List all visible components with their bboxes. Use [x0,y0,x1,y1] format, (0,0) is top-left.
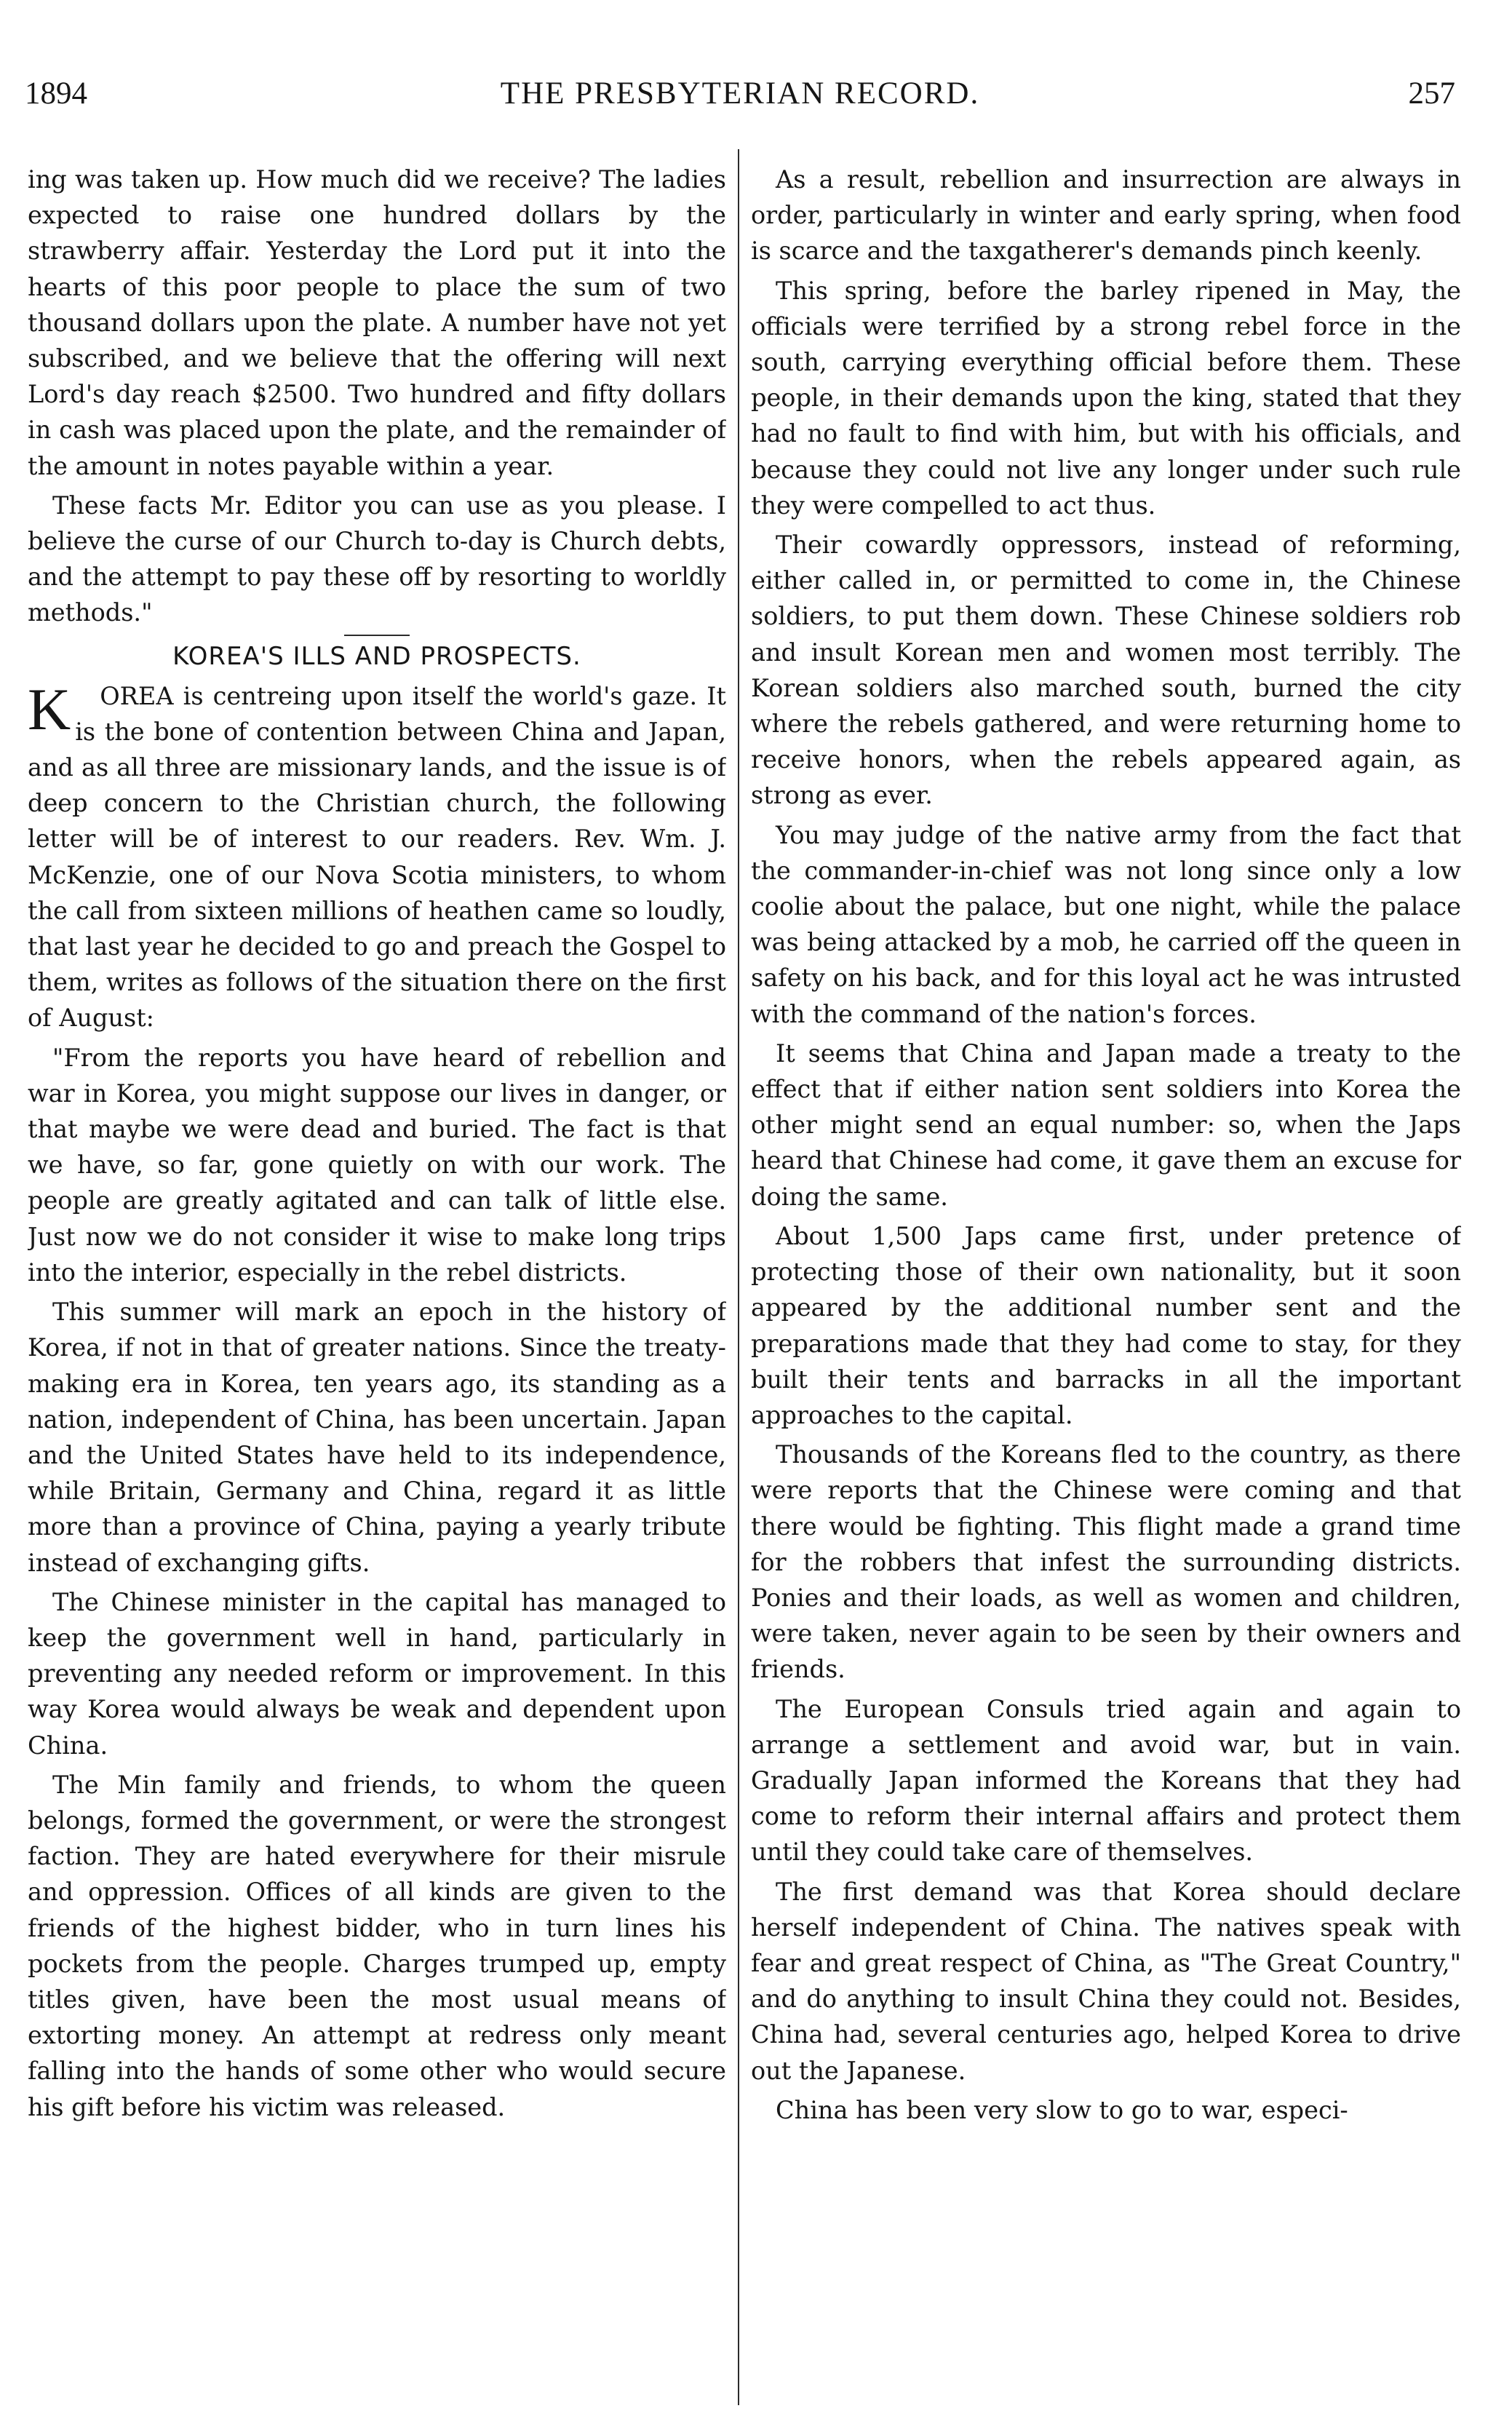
left-column [28,162,726,2403]
paragraph: The Chinese minister in the capital has managed to keep the government well in hand, particularly in preventing any needed reform or improvement. In this way Korea would always be weak and dependent upon China. [28,1587,726,1760]
paragraph: The European Consuls tried again and again to arrange a settlement and avoid war, but in vain. Gradually Japan informed the Koreans that they had come to reform their internal affairs and protect them until they could take care of themselves. [751,1694,1461,1867]
paragraph: It seems that China and Japan made a treaty to the effect that if either nation sent soldiers into Korea the other might send an equal number: so, when the Japs heard that Chinese had come, it gave them an excuse for doing the same. [751,1038,1461,1211]
lead-text: OREA is centreing upon itself the world's gaze. It is the bone of contention between China and Japan, and as all three are missionary lands, and the issue is of deep concern to the Christian church, the following letter will be of interest to our readers. Rev. Wm. J. McKenzie, one of our Nova Scotia ministers, to whom the call from sixteen millions of heathen came so loudly, that last year he decided to go and preach the Gospel to them, writes as follows of the situation there on the first of August: [28,681,726,1033]
paragraph: Thousands of the Koreans fled to the country, as there were reports that the Chinese were coming and that there would be fighting. This flight made a grand time for the robbers that infest the surrounding districts. Ponies and their loads, as well as women and children, were taken, never again to be seen by their owners and friends. [751,1440,1461,1684]
journal-title: THE PRESBYTERIAN RECORD. [500,76,980,111]
header-year: 1894 [25,76,87,111]
drop-cap: K [28,675,71,742]
article-heading: KOREA'S ILLS AND PROSPECTS. [172,641,581,671]
page-header [25,70,1455,118]
paragraph: You may judge of the native army from the fact that the commander-in-chief was not long since only a low coolie about the palace, but one night, while the palace was being attacked by a mob, he carried off the queen in safety on his back, and for this loyal act he was intrusted with the command of the nation's forces. [751,820,1461,1028]
paragraph: These facts Mr. Editor you can use as you please. I believe the curse of our Church to-day is Church debts, and the attempt to pay these off by resorting to worldly methods." [28,490,726,627]
paragraph: This summer will mark an epoch in the history of Korea, if not in that of greater nations. Since the treaty-making era in Korea, ten years ago, its standing as a nation, independent of China, has been uncertain. Japan and the United States have held to its independence, while Britain, Germany and China, regard it as little more than a province of China, paying a yearly tribute instead of exchanging gifts. [28,1298,726,1577]
paragraph: "From the reports you have heard of rebellion and war in Korea, you might suppose our lives in danger, or that maybe we were dead and buried. The fact is that we have, so far, gone quietly on with our work. The people are greatly agitated and can talk of little else. Just now we do not consider it wise to make long trips into the interior, especially in the rebel districts. [28,1043,726,1287]
paragraph: Their cowardly oppressors, instead of reforming, either called in, or permitted to come in, the Chinese soldiers, to put them down. These Chinese soldiers rob and insult Korean men and women most terribly. The Korean soldiers also marched south, burned the city where the rebels gathered, and were returning home to receive honors, when the rebels appeared again, as strong as ever. [751,531,1461,810]
paragraph: The Min family and friends, to whom the queen belongs, formed the government, or were the strongest faction. They are hated everywhere for their misrule and oppression. Offices of all kinds are given to the friends of the highest bidder, who in turn lines his pockets from the people. Charges trumped up, empty titles given, have been the most usual means of extorting money. An attempt at redress only meant falling into the hands of some other who would secure his gift before his victim was released. [28,1770,726,2121]
right-column [751,162,1461,2403]
section-rule [344,635,410,636]
paragraph: The first demand was that Korea should declare herself independent of China. The natives speak with fear and great respect of China, as "The Great Country," and do anything to insult China they could not. Besides, China had, several centuries ago, helped Korea to drive out the Japanese. [751,1877,1461,2085]
page-number: 257 [1408,76,1455,111]
paragraph: This spring, before the barley ripened in May, the officials were terrified by a strong rebel force in the south, carrying everything official before them. These people, in their demands upon the king, stated that they had no fault to find with him, but with his officials, and because they could not live any longer under such rule they were compelled to act thus. [751,276,1461,520]
paragraph: ing was taken up. How much did we receive? The ladies expected to raise one hundred dollars by the strawberry affair. Yesterday the Lord put it into the hearts of this poor people to place the sum of two thousand dollars upon the plate. A number have not yet subscribed, and we believe that the offering will next Lord's day reach $2500. Two hundred and fifty dollars in cash was placed upon the plate, and the remainder of the amount in notes payable within a year. [28,165,726,480]
paragraph: As a result, rebellion and insurrection are always in order, particularly in winter and early spring, when food is scarce and the taxgatherer's demands pinch keenly. [751,165,1461,266]
column-divider [738,149,739,2405]
paragraph: About 1,500 Japs came first, under pretence of protecting those of their own nationality, but it soon appeared by the additional number sent and the preparations made that they had come to stay, for they built their tents and barracks in all the important approaches to the capital. [751,1221,1461,1429]
paragraph: China has been very slow to go to war, especi- [776,2095,1348,2124]
article-lead-paragraph [28,675,726,1036]
